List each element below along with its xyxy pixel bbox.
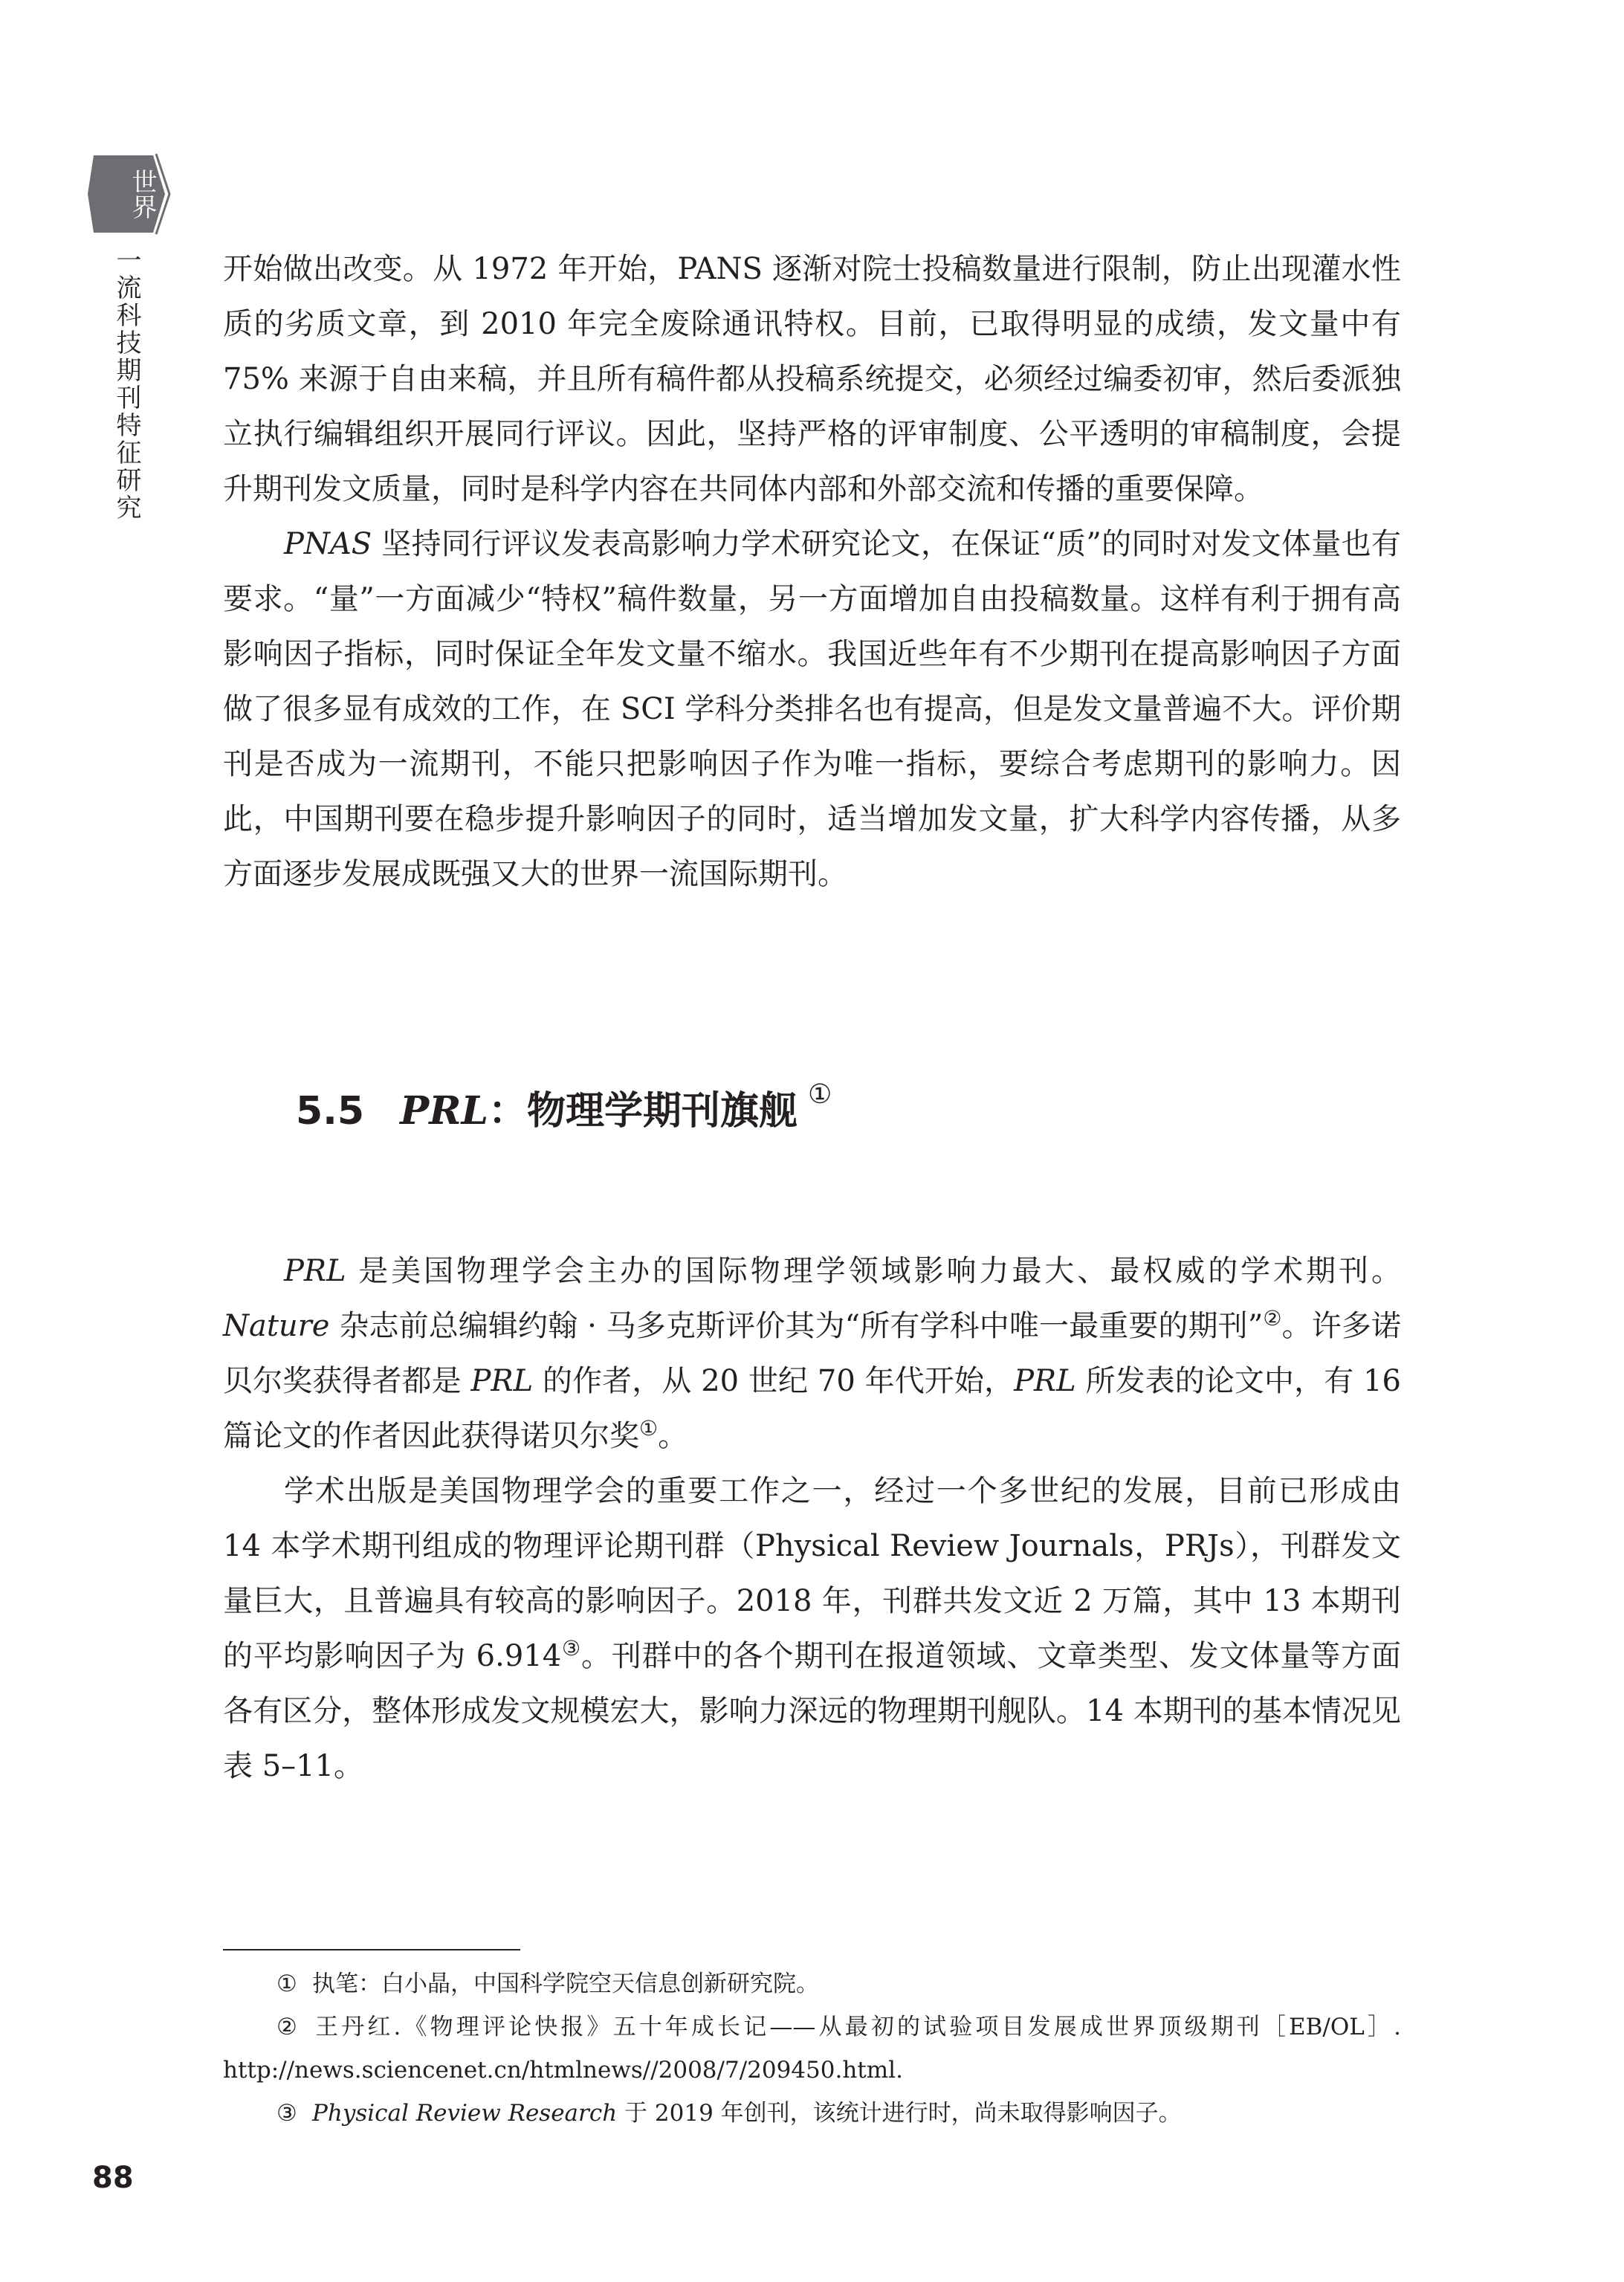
paragraph: 开始做出改变。从 1972 年开始，PANS 逐渐对院士投稿数量进行限制，防止出现灌水性质的劣质文章，到 2010 年完全废除通讯特权。目前，已取得明显的成绩，发文量中有 75% 来源于自由来稿，并且所有稿件都从投稿系统提交，必须经过编委初审，然后委派独立执行编辑组织开展同行评议。因此，坚持严格的评审制度、公平透明的审稿制度，会提升期刊发文质量，同时是科学内容在共同体内部和外部交流和传播的重要保障。 [223,252,1401,506]
journal-name: PRL [1014,1364,1076,1398]
heading-title: ：物理学期刊旗舰 [488,1089,798,1134]
paragraph-text: 是美国物理学会主办的国际物理学领域影响力最大、最权威的学术期刊。 [346,1254,1401,1288]
footnote-mark: ① [276,1971,297,1997]
journal-name: PRL [470,1364,534,1398]
footnote-ref: ③ [561,1636,582,1661]
footnote-divider [223,1949,520,1950]
footnote-2 [223,2005,1401,2092]
paragraph-text: 。许多诺贝尔奖获得者都是 [223,1309,1402,1398]
paragraph [223,517,1401,902]
footnote-mark: ③ [276,2100,297,2127]
page-number: 88 [92,2161,134,2195]
footnote-ref: ① [639,1416,659,1441]
footnote-3 [223,2092,1401,2135]
footnote-text: 于 2019 年创刊，该统计进行时，尚未取得影响因子。 [617,2100,1182,2127]
paragraph-text: 。 [658,1419,688,1453]
journal-name: Nature [223,1309,330,1343]
footnote-ref: ② [1263,1306,1282,1331]
paragraph-text: 。刊群中的各个期刊在报道领域、文章类型、发文体量等方面各有区分，整体形成发文规模宏大，影响力深远的物理期刊舰队。14 本期刊的基本情况见表 5–11。 [223,1639,1401,1783]
paragraph [223,1244,1401,1464]
section-heading [296,1079,832,1141]
section-5-5-body [223,1244,1401,1794]
paragraph-text: 学术出版是美国物理学会的重要工作之一，经过一个多世纪的发展，目前已形成由 14 本学术期刊组成的物理评论期刊群（Physical Review Journals，PRJs），刊群发文量巨大，且普遍具有较高的影响因子。2018 年，刊群共发文近 2 万篇，其中 13 本期刊的平均影响因子为 6.914 [223,1474,1401,1673]
paragraph-text: 杂志前总编辑约翰 · 马多克斯评价其为“所有学科中唯一最重要的期刊” [329,1309,1264,1343]
journal-name: PRL [284,1254,346,1288]
paragraph-text: 所发表的论文中，有 16 篇论文的作者因此获得诺贝尔奖 [223,1364,1402,1453]
footnote-mark: ② [276,2014,297,2040]
paragraph-text: 坚持同行评议发表高影响力学术研究论文，在保证“质”的同时对发文体量也有要求。“量”一方面减少“特权”稿件数量，另一方面增加自由投稿数量。这样有利于拥有高影响因子指标，同时保证全年发文量不缩水。我国近些年有不少期刊在提高影响因子方面做了很多显有成效的工作，在 SCI 学科分类排名也有提高，但是发文量普遍不大。评价期刊是否成为一流期刊，不能只把影响因子作为唯一指标，要综合考虑期刊的影响力。因此，中国期刊要在稳步提升影响因子的同时，适当增加发文量，扩大科学内容传播，从多方面逐步发展成既强又大的世界一流国际期刊。 [223,527,1401,891]
journal-name: PNAS [284,527,372,561]
running-header-badge [88,152,171,236]
footnote-ref: ① [808,1079,832,1110]
section-number: 5.5 [296,1089,365,1134]
footnote-text: 执笔：白小晶，中国科学院空天信息创新研究院。 [312,1971,819,1997]
footnote-1 [223,1962,1401,2005]
section-continued [223,242,1401,902]
heading-journal: PRL [400,1088,489,1134]
badge-text: 世界 [127,169,157,219]
footnote-text: 王丹红.《物理评论快报》五十年成长记——从最初的试验项目发展成世界顶级期刊［EB/OL］. http://news.sciencenet.cn/htmlnews//2008/7/209450.html. [223,2014,1401,2084]
journal-name: Physical Review Research [312,2100,618,2127]
paragraph-text: 的作者，从 20 世纪 70 年代开始， [533,1364,1015,1398]
footnotes [223,1962,1401,2135]
paragraph [223,1464,1401,1794]
running-header-title: 一流科技期刊特征研究 [111,247,141,522]
